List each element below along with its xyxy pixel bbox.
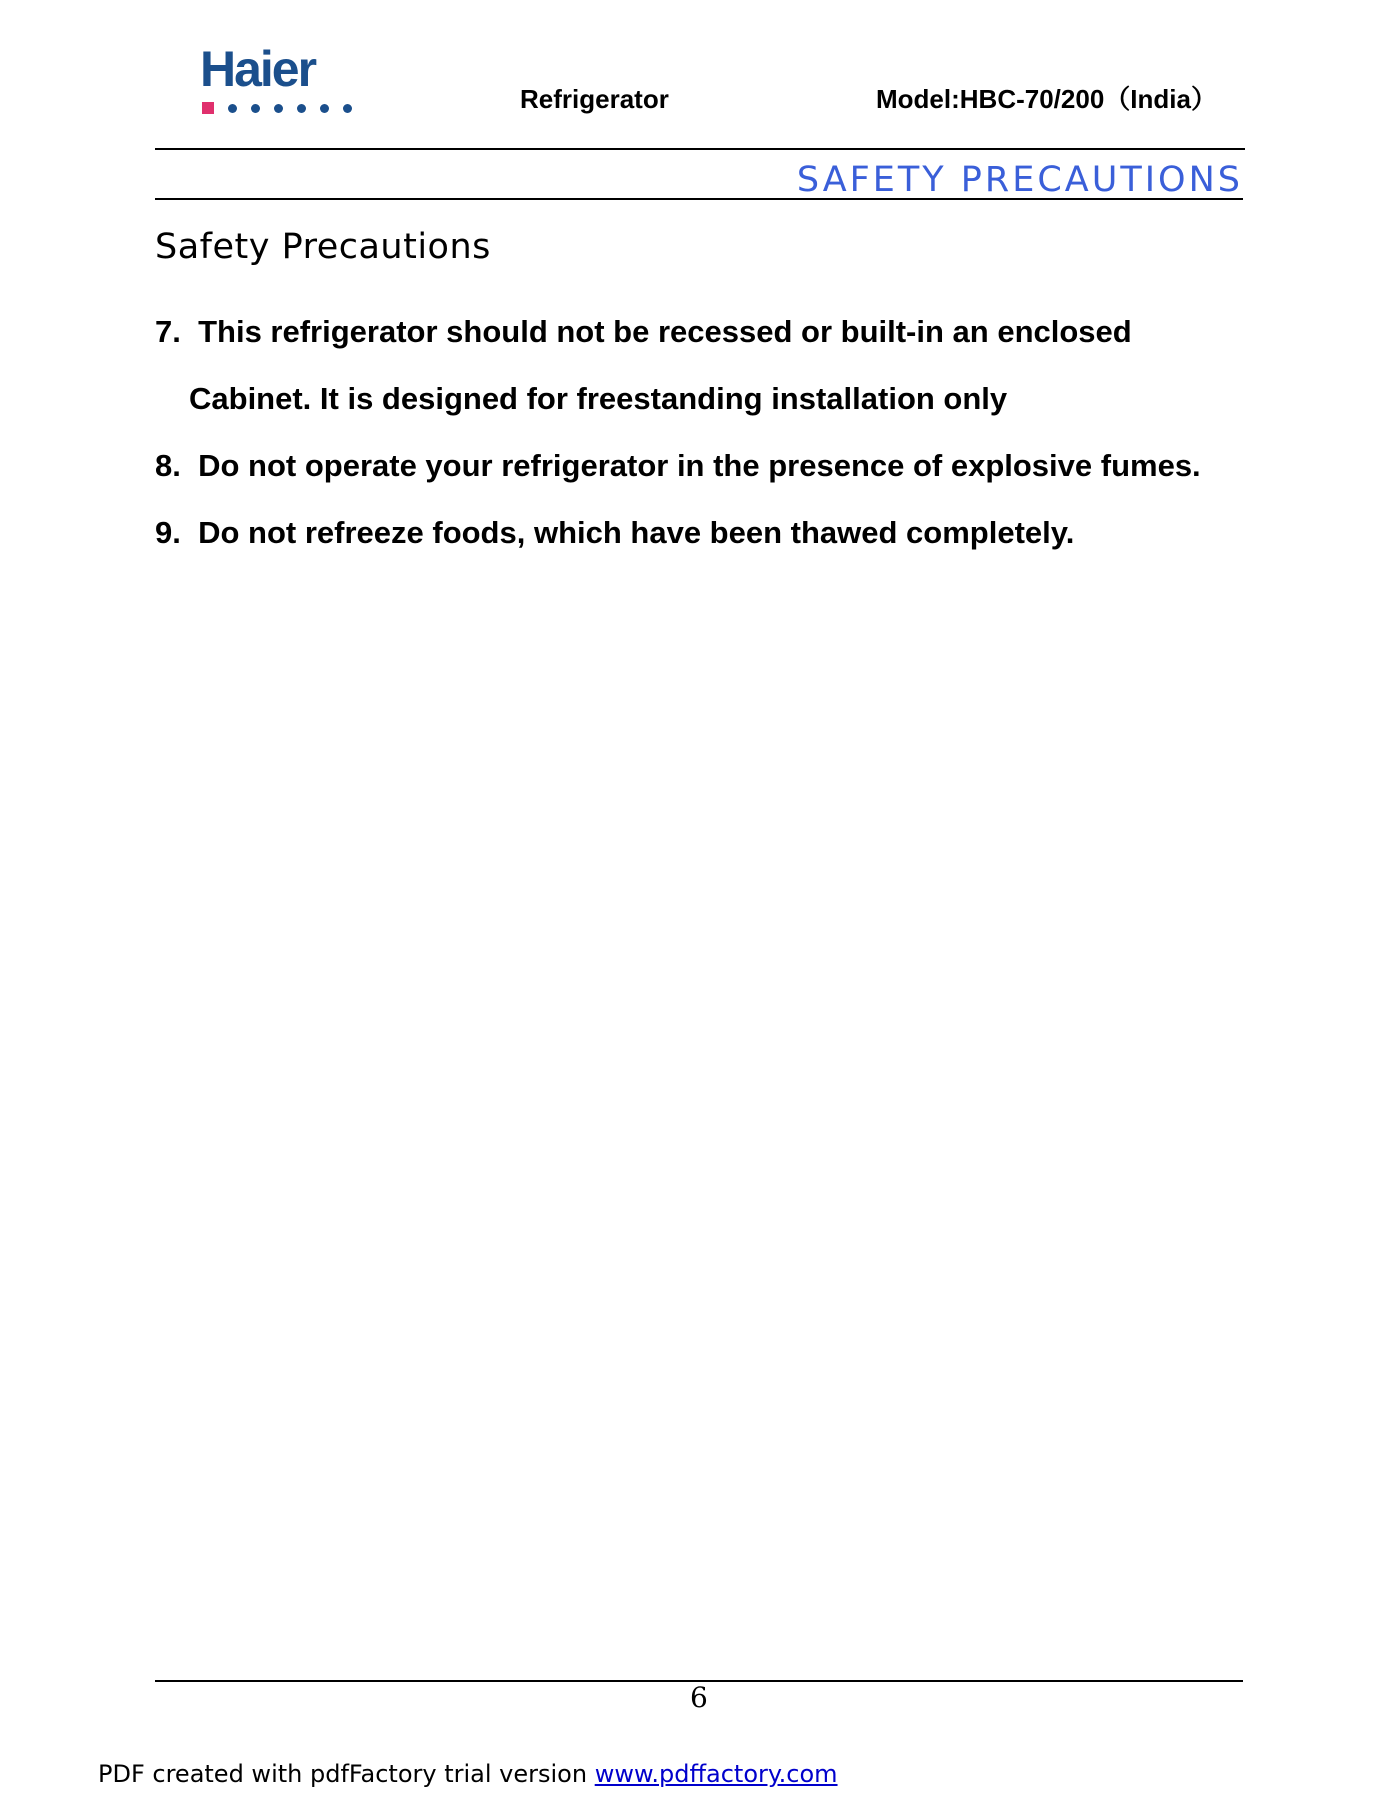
list-item-8 <box>155 432 1255 499</box>
logo-dot <box>274 104 283 113</box>
item-number: 8. <box>155 448 190 483</box>
list-item-9 <box>155 499 1255 566</box>
pdffactory-link[interactable]: www.pdffactory.com <box>594 1760 838 1788</box>
section-rule <box>155 198 1243 200</box>
logo-dot <box>320 104 329 113</box>
pdf-watermark <box>98 1762 838 1786</box>
header-rule <box>155 148 1245 150</box>
item-text: Do not refreeze foods, which have been thawed completely. <box>198 515 1075 550</box>
header-product: Refrigerator <box>520 84 669 114</box>
page-number: 6 <box>690 1681 708 1714</box>
watermark-text: PDF created with pdfFactory trial version <box>98 1760 595 1788</box>
logo-dot <box>228 104 237 113</box>
logo-dots <box>202 102 352 114</box>
logo-dot <box>251 104 260 113</box>
section-banner: SAFETY PRECAUTIONS <box>796 160 1243 200</box>
list-item-7-continuation <box>155 365 1255 432</box>
precautions-list <box>155 298 1255 566</box>
item-text: Cabinet. It is designed for freestanding installation only <box>189 381 1008 416</box>
item-number: 7. <box>155 314 190 349</box>
page-heading: Safety Precautions <box>155 227 491 267</box>
item-text: This refrigerator should not be recessed or built-in an enclosed <box>198 314 1132 349</box>
list-item-7 <box>155 298 1255 365</box>
item-text: Do not operate your refrigerator in the presence of explosive fumes. <box>198 448 1201 483</box>
haier-logo <box>200 41 360 114</box>
logo-pink-square <box>202 102 214 114</box>
logo-dot <box>297 104 306 113</box>
item-number: 9. <box>155 515 190 550</box>
header-model: Model:HBC-70/200（India） <box>876 84 1217 114</box>
logo-dot <box>343 104 352 113</box>
logo-wordmark: Haier <box>200 41 316 97</box>
